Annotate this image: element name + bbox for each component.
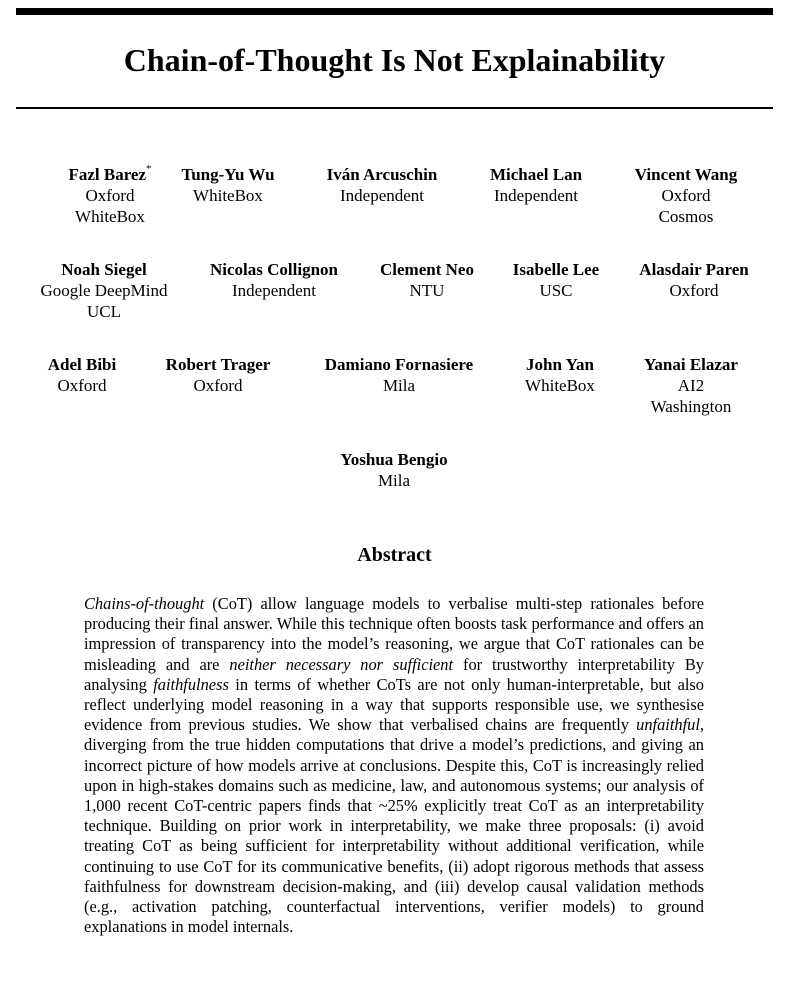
- author-name: Alasdair Paren: [639, 260, 749, 279]
- abstract-heading: Abstract: [357, 544, 432, 566]
- abstract-segment-italic: faithfulness: [153, 674, 229, 694]
- abstract-segment-italic: unfaithful: [636, 715, 700, 735]
- author-affiliation: Independent: [493, 186, 579, 205]
- author-affiliation: Washington: [650, 397, 732, 416]
- corresponding-author-mark: *: [146, 163, 152, 175]
- author-card: [495, 354, 625, 396]
- author-affiliation: WhiteBox: [75, 207, 145, 226]
- abstract-segment: , diverging from the true hidden computations that drive a model’s predictions, and giving an incorrect picture of how models arrive at conclusions. Despite this, CoT is increasingly relied upon in high-stakes domains such as medicine, law, and autonomous systems; our analysis of 1,000 recent CoT-centric papers finds that ~25% explicitly treat CoT as an interpretability technique. Building on prior work in interpretability, we make three proposals: (i) avoid treating CoT as being sufficient for interpretability without additional verification, while continuing to use CoT for its communicative benefits, (ii) adopt rigorous methods that assess faithfulness for downstream decision-making, and (iii) develop causal validation methods (e.g., activation patching, counterfactual interventions, verifier models) to ground explanations in model internals.: [84, 715, 704, 937]
- title-bottom-rule: [16, 107, 773, 109]
- author-card: [184, 259, 364, 301]
- author-name: Iván Arcuschin: [326, 165, 438, 184]
- author-card: [304, 354, 494, 396]
- author-affiliation: NTU: [409, 281, 445, 300]
- author-card: [304, 449, 484, 491]
- author-card: [292, 164, 472, 206]
- author-name: Tung-Yu Wu: [181, 165, 275, 184]
- author-card: [606, 164, 766, 227]
- author-affiliation: Oxford: [85, 186, 135, 205]
- author-card: [357, 259, 497, 301]
- author-affiliation: USC: [539, 281, 573, 300]
- author-affiliation: Oxford: [661, 186, 711, 205]
- paper-title: Chain-of-Thought Is Not Explainability: [123, 42, 666, 78]
- author-affiliation: Independent: [231, 281, 317, 300]
- abstract-segment: in terms of whether CoTs are not only human-interpretable, but also reflect underlying model reasoning in a way that supports responsible use, we synthesise evidence from previous studies. We show that verbalised chains are frequently: [84, 674, 704, 735]
- author-name: Yoshua Bengio: [340, 450, 448, 469]
- author-name: Yanai Elazar: [644, 355, 738, 374]
- abstract-segment-italic: neither necessary nor sufficient: [229, 654, 454, 674]
- author-affiliation: Oxford: [193, 376, 243, 395]
- author-name: Clement Neo: [380, 260, 474, 279]
- author-affiliation: Oxford: [57, 376, 107, 395]
- author-name: Robert Trager: [165, 355, 271, 374]
- abstract-segment: for trustworthy interpretability By analysing: [84, 654, 704, 694]
- author-card: [456, 164, 616, 206]
- author-affiliation: Cosmos: [658, 207, 714, 226]
- author-affiliation: WhiteBox: [525, 376, 595, 395]
- author-name: John Yan: [526, 355, 594, 374]
- author-name: Noah Siegel: [61, 260, 147, 279]
- author-affiliation: Independent: [339, 186, 425, 205]
- abstract-text: [84, 594, 704, 937]
- author-name: Michael Lan: [489, 165, 583, 184]
- abstract-segment: (CoT) allow language models to verbalise multi-step rationales before producing their final answer. While this technique often boosts task performance and offers an impression of transparency into the model’s reasoning, we argue that CoT rationales can be misleading and are: [84, 594, 704, 674]
- author-card: [486, 259, 626, 301]
- author-affiliation: WhiteBox: [193, 186, 263, 205]
- abstract-segment-italic: Chains-of-thought: [84, 594, 205, 613]
- author-name: Adel Bibi: [47, 355, 117, 374]
- author-card: [24, 259, 184, 322]
- author-affiliation: Mila: [377, 471, 411, 490]
- author-card: [22, 354, 142, 396]
- author-name: Nicolas Collignon: [210, 260, 338, 279]
- author-name: Fazl Barez: [68, 165, 147, 184]
- author-name: Vincent Wang: [634, 165, 738, 184]
- author-affiliation: Mila: [382, 376, 416, 395]
- author-card: [148, 164, 308, 206]
- author-name: Isabelle Lee: [512, 260, 600, 279]
- author-affiliation: Oxford: [669, 281, 719, 300]
- top-rule: [16, 8, 773, 15]
- author-card: [621, 354, 761, 417]
- author-name: Damiano Fornasiere: [324, 355, 474, 374]
- author-affiliation: AI2: [677, 376, 705, 395]
- author-affiliation: UCL: [87, 302, 121, 321]
- author-affiliation: Google DeepMind: [40, 281, 168, 300]
- author-card: [619, 259, 769, 301]
- author-card: [143, 354, 293, 396]
